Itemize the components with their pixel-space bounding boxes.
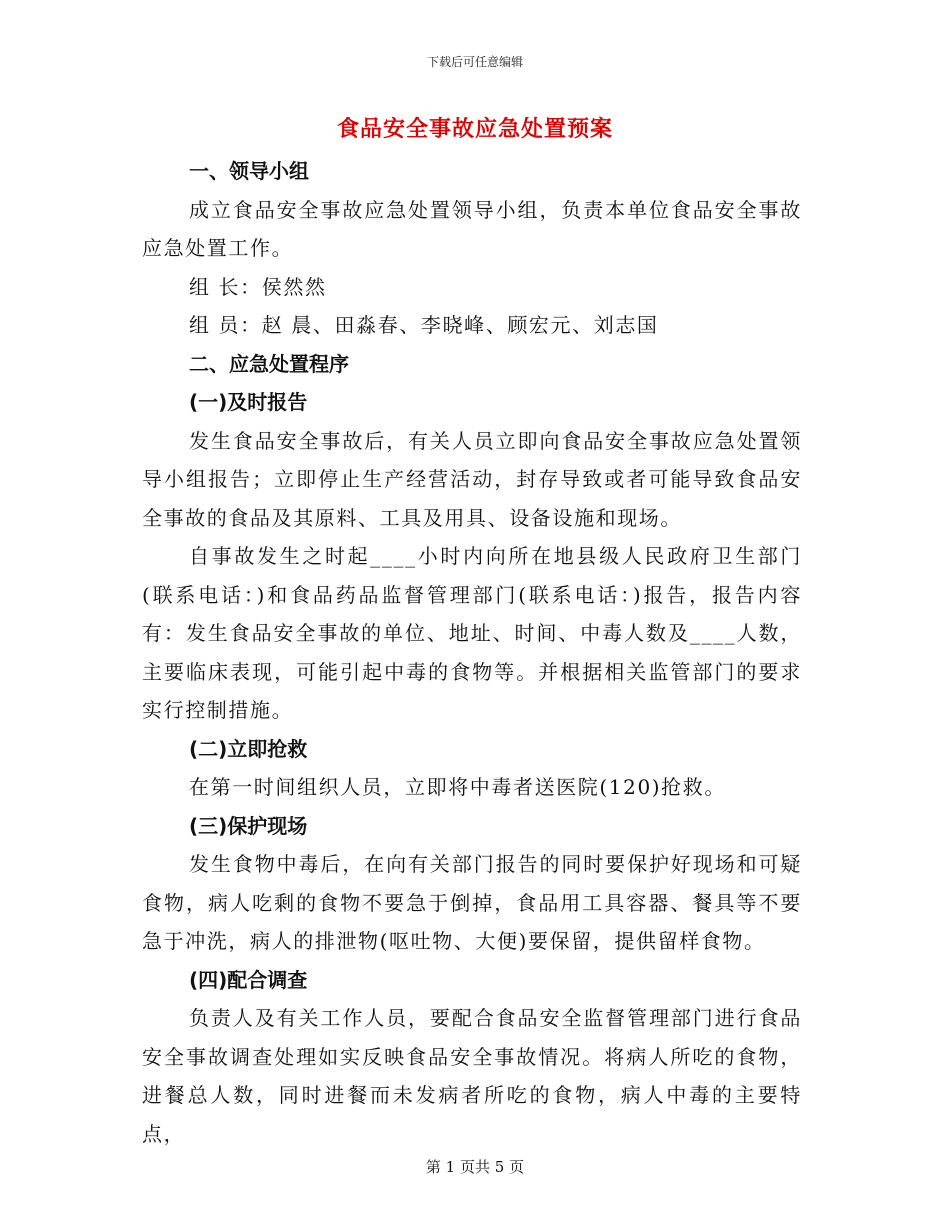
page-header: 下载后可任意编辑 [426,55,523,69]
paragraph: 发生食品安全事故后，有关人员立即向食品安全事故应急处置领导小组报告；立即停止生产经营活动，封存导致或者可能导致食品安全事故的食品及其原料、工具及用具、设备设施和现场。 [142,428,802,530]
subsection-heading: (四)配合调查 [189,967,308,992]
document-title: 食品安全事故应急处置预案 [336,116,613,142]
paragraph: 在第一时间组织人员，立即将中毒者送医院(120)抢救。 [189,775,726,799]
subsection-heading: (一)及时报告 [189,390,308,414]
subsection-heading: (三)保护现场 [189,813,308,838]
paragraph: 发生食物中毒后，在向有关部门报告的同时要保护好现场和可疑食物，病人吃剩的食物不要急于倒掉，食品用工具容器、餐具等不要急于冲洗，病人的排泄物(呕吐物、大便)要保留，提供留样食物。 [142,852,802,953]
paragraph: 成立食品安全事故应急处置领导小组，负责本单位食品安全事故应急处置工作。 [142,197,802,260]
subsection-heading: (二)立即抢救 [189,736,308,761]
paragraph: 组 长：侯然然 [189,274,327,299]
page-footer: 第 1 页共 5 页 [425,1158,525,1176]
section-heading: 二、应急处置程序 [189,351,349,376]
section-heading: 一、领导小组 [189,159,309,183]
paragraph: 组 员：赵 晨、田淼春、李晓峰、顾宏元、刘志国 [189,313,659,337]
paragraph: 负责人及有关工作人员，要配合食品安全监督管理部门进行食品安全事故调查处理如实反映食品安全事故情况。将病人所吃的食物，进餐总人数，同时进餐而未发病者所吃的食物，病人中毒的主要特点， [142,1006,802,1146]
document-body [142,152,802,1153]
paragraph: 自事故发生之时起____小时内向所在地县级人民政府卫生部门(联系电话：)和食品药品监督管理部门(联系电话：)报告，报告内容有：发生食品安全事故的单位、地址、时间、中毒人数及____人数，主要临床表现，可能引起中毒的食物等。并根据相关监管部门的要求实行控制措施。 [142,544,802,722]
